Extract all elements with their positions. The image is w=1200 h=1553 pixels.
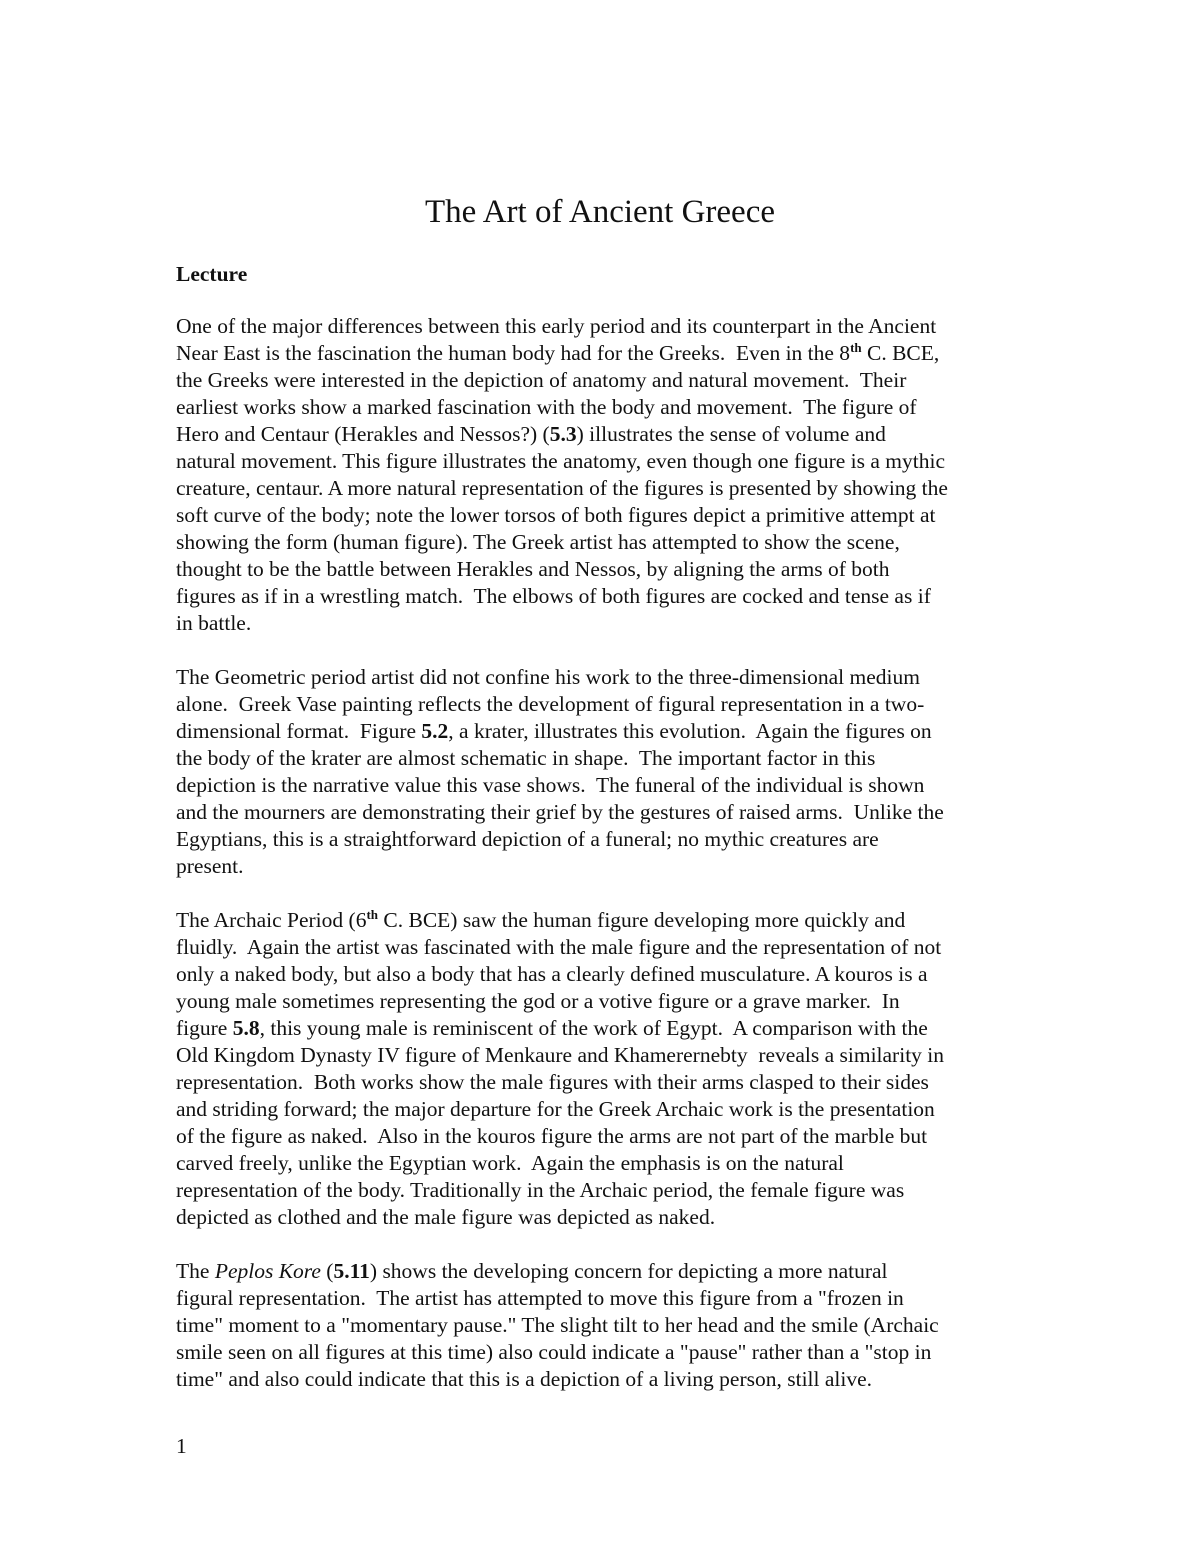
- text-run: alone. Greek Vase painting reflects the development of figural representation in a two-: [176, 692, 925, 716]
- text-line: [176, 610, 1036, 637]
- text-run: soft curve of the body; note the lower torsos of both figures depict a primitive attempt at: [176, 503, 936, 527]
- section-heading: Lecture: [176, 262, 248, 286]
- text-run: , this young male is reminiscent of the work of Egypt. A comparison with the: [259, 1016, 928, 1040]
- text-run: carved freely, unlike the Egyptian work. Again the emphasis is on the natural: [176, 1151, 844, 1175]
- text-line: [176, 448, 1036, 475]
- text-line: [176, 691, 1036, 718]
- text-run: dimensional format. Figure: [176, 719, 422, 743]
- text-run: present.: [176, 854, 244, 878]
- text-line: [176, 853, 1036, 880]
- text-line: [176, 1366, 1036, 1393]
- text-line: [176, 367, 1036, 394]
- text-line: [176, 1150, 1036, 1177]
- figure-reference: 5.8: [232, 1016, 260, 1040]
- text-line: [176, 340, 1036, 367]
- text-run: figures as if in a wrestling match. The elbows of both figures are cocked and tense as if: [176, 584, 931, 608]
- text-line: [176, 907, 1036, 934]
- text-line: [176, 1123, 1036, 1150]
- text-run: and the mourners are demonstrating their grief by the gestures of raised arms. Unlike the: [176, 800, 944, 824]
- text-line: [176, 772, 1036, 799]
- text-run: of the figure as naked. Also in the kouros figure the arms are not part of the marble but: [176, 1124, 928, 1148]
- text-run: figure: [176, 1016, 233, 1040]
- page-number: 1: [176, 1434, 187, 1458]
- text-run: creature, centaur. A more natural representation of the figures is presented by showing the: [176, 476, 948, 500]
- text-line: [176, 421, 1036, 448]
- text-line: [176, 718, 1036, 745]
- body-paragraph: [176, 1258, 1036, 1393]
- body-paragraph: [176, 313, 1036, 637]
- text-run: C. BCE,: [861, 341, 940, 365]
- text-run: earliest works show a marked fascination with the body and movement. The figure of: [176, 395, 917, 419]
- text-run: depicted as clothed and the male figure was depicted as naked.: [176, 1205, 716, 1229]
- text-line: [176, 556, 1036, 583]
- text-line: [176, 961, 1036, 988]
- text-run: Near East is the fascination the human body had for the Greeks. Even in the 8: [176, 341, 851, 365]
- text-line: [176, 1069, 1036, 1096]
- text-line: [176, 1339, 1036, 1366]
- text-line: [176, 313, 1036, 340]
- text-run: Hero and Centaur (Herakles and Nessos?) (: [176, 422, 550, 446]
- text-line: [176, 1258, 1036, 1285]
- text-line: [176, 988, 1036, 1015]
- figure-reference: 5.11: [333, 1259, 370, 1283]
- text-line: [176, 934, 1036, 961]
- text-run: ) shows the developing concern for depicting a more natural: [369, 1259, 888, 1283]
- text-run: thought to be the battle between Herakles and Nessos, by aligning the arms of both: [176, 557, 890, 581]
- text-run: the Greeks were interested in the depiction of anatomy and natural movement. Their: [176, 368, 907, 392]
- text-run: The: [176, 1259, 215, 1283]
- text-line: [176, 664, 1036, 691]
- text-run: representation of the body. Traditionally in the Archaic period, the female figure was: [176, 1178, 905, 1202]
- ordinal-superscript: th: [850, 340, 862, 355]
- text-run: (: [320, 1259, 334, 1283]
- text-line: [176, 1177, 1036, 1204]
- text-run: The Geometric period artist did not confine his work to the three-dimensional medium: [176, 665, 920, 689]
- text-line: [176, 1312, 1036, 1339]
- figure-reference: 5.2: [421, 719, 449, 743]
- text-run: and striding forward; the major departure for the Greek Archaic work is the presentation: [176, 1097, 935, 1121]
- artwork-title: Peplos Kore: [214, 1259, 321, 1283]
- text-run: showing the form (human figure). The Greek artist has attempted to show the scene,: [176, 530, 900, 554]
- text-line: [176, 1042, 1036, 1069]
- text-run: One of the major differences between this early period and its counterpart in the Ancient: [176, 314, 937, 338]
- text-line: [176, 1285, 1036, 1312]
- text-line: [176, 1096, 1036, 1123]
- text-run: natural movement. This figure illustrates the anatomy, even though one figure is a mythic: [176, 449, 946, 473]
- text-line: [176, 1204, 1036, 1231]
- text-line: [176, 826, 1036, 853]
- document-body: [176, 313, 1036, 1420]
- text-run: Egyptians, this is a straightforward depiction of a funeral; no mythic creatures are: [176, 827, 879, 851]
- text-line: [176, 1015, 1036, 1042]
- text-run: the body of the krater are almost schematic in shape. The important factor in this: [176, 746, 876, 770]
- text-line: [176, 502, 1036, 529]
- figure-reference: 5.3: [549, 422, 577, 446]
- text-run: ) illustrates the sense of volume and: [576, 422, 886, 446]
- text-line: [176, 394, 1036, 421]
- text-run: The Archaic Period (6: [176, 908, 367, 932]
- text-run: representation. Both works show the male figures with their arms clasped to their sides: [176, 1070, 929, 1094]
- text-run: in battle.: [176, 611, 252, 635]
- text-line: [176, 475, 1036, 502]
- text-run: only a naked body, but also a body that has a clearly defined musculature. A kouros is a: [176, 962, 928, 986]
- body-paragraph: [176, 664, 1036, 880]
- text-run: Old Kingdom Dynasty IV figure of Menkaure and Khamerernebty reveals a similarity in: [176, 1043, 945, 1067]
- text-run: fluidly. Again the artist was fascinated with the male figure and the representation of not: [176, 935, 942, 959]
- body-paragraph: [176, 907, 1036, 1231]
- text-run: time" moment to a "momentary pause." The slight tilt to her head and the smile (Archaic: [176, 1313, 939, 1337]
- text-line: [176, 799, 1036, 826]
- text-run: C. BCE) saw the human figure developing more quickly and: [378, 908, 906, 932]
- text-line: [176, 583, 1036, 610]
- text-run: depiction is the narrative value this vase shows. The funeral of the individual is shown: [176, 773, 925, 797]
- text-run: figural representation. The artist has attempted to move this figure from a "frozen in: [176, 1286, 904, 1310]
- text-line: [176, 529, 1036, 556]
- text-run: time" and also could indicate that this is a depiction of a living person, still alive.: [176, 1367, 873, 1391]
- ordinal-superscript: th: [366, 907, 379, 922]
- text-run: , a krater, illustrates this evolution. Again the figures on: [448, 719, 932, 743]
- text-line: [176, 745, 1036, 772]
- document-title: The Art of Ancient Greece: [424, 194, 775, 230]
- text-run: smile seen on all figures at this time) also could indicate a "pause" rather than a "stop in: [176, 1340, 932, 1364]
- text-run: young male sometimes representing the god or a votive figure or a grave marker. In: [176, 989, 900, 1013]
